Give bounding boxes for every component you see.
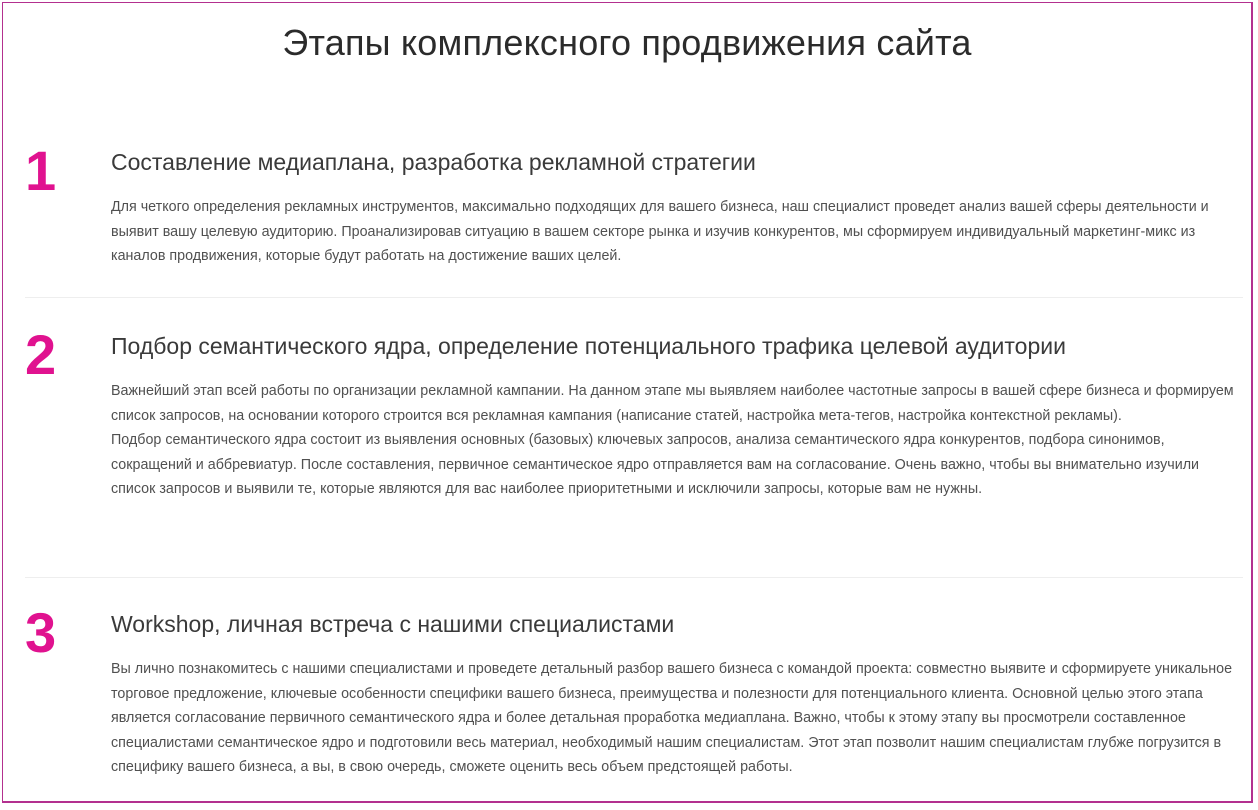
stage-number: 2 (25, 323, 57, 386)
stage-description (111, 379, 1241, 502)
stage-title: Подбор семантического ядра, определение потенциального трафика целевой аудитории (111, 333, 1066, 359)
stage-number: 1 (25, 139, 57, 202)
stage-paragraph: Вы лично познакомитесь с нашими специалистами и проведете детальный разбор вашего бизнеса с командой проекта: совместно выявите и сформируете уникальное торговое предложение, ключевые особенности специфики вашего бизнеса, преимущества и полезности для потенциального клиента. Основной целью этого этапа является согласование первичного семантического ядра и более детальная проработка медиаплана. Важно, чтобы к этому этапу вы просмотрели составленное специалистами семантическое ядро и подготовили весь материал, необходимый нашим специалистам. Этот этап позволит нашим специалистам глубже погрузится в специфику вашего бизнеса, а вы, в свою очередь, сможете оценить весь объем предстоящей работы. (111, 661, 1233, 775)
stage-number: 3 (25, 601, 57, 664)
stage-paragraph: Подбор семантического ядра состоит из выявления основных (базовых) ключевых запросов, анализа семантического ядра конкурентов, подбора синонимов, сокращений и аббревиатур. После составления, первичное семантическое ядро отправляется вам на согласование. Очень важно, чтобы вы внимательно изучили список запросов и выявили те, которые являются для вас наиболее приоритетными и исключили запросы, которые вам не нужны. (111, 432, 1200, 497)
content-frame (2, 2, 1253, 803)
stage-title: Workshop, личная встреча с нашими специалистами (111, 611, 675, 637)
divider (25, 577, 1243, 578)
stage-description (111, 657, 1241, 780)
stage-paragraph: Важнейший этап всей работы по организации рекламной кампании. На данном этапе мы выявляем наиболее частотные запросы в вашей сфере бизнеса и формируем список запросов, на основании которого строится вся рекламная кампания (написание статей, настройка мета-тегов, настройка контекстной рекламы). (111, 383, 1234, 424)
page-title: Этапы комплексного продвижения сайта (282, 22, 972, 63)
stage-title: Составление медиаплана, разработка рекламной стратегии (111, 149, 756, 175)
stage-paragraph: Для четкого определения рекламных инструментов, максимально подходящих для вашего бизнеса, наш специалист проведет анализ вашей сферы деятельности и выявит вашу целевую аудиторию. Проанализировав ситуацию в вашем секторе рынка и изучив конкурентов, мы сформируем индивидуальный маркетинг-микс из каналов продвижения, которые будут работать на достижение ваших целей. (111, 199, 1209, 264)
stage-description (111, 195, 1241, 269)
divider (25, 297, 1243, 298)
